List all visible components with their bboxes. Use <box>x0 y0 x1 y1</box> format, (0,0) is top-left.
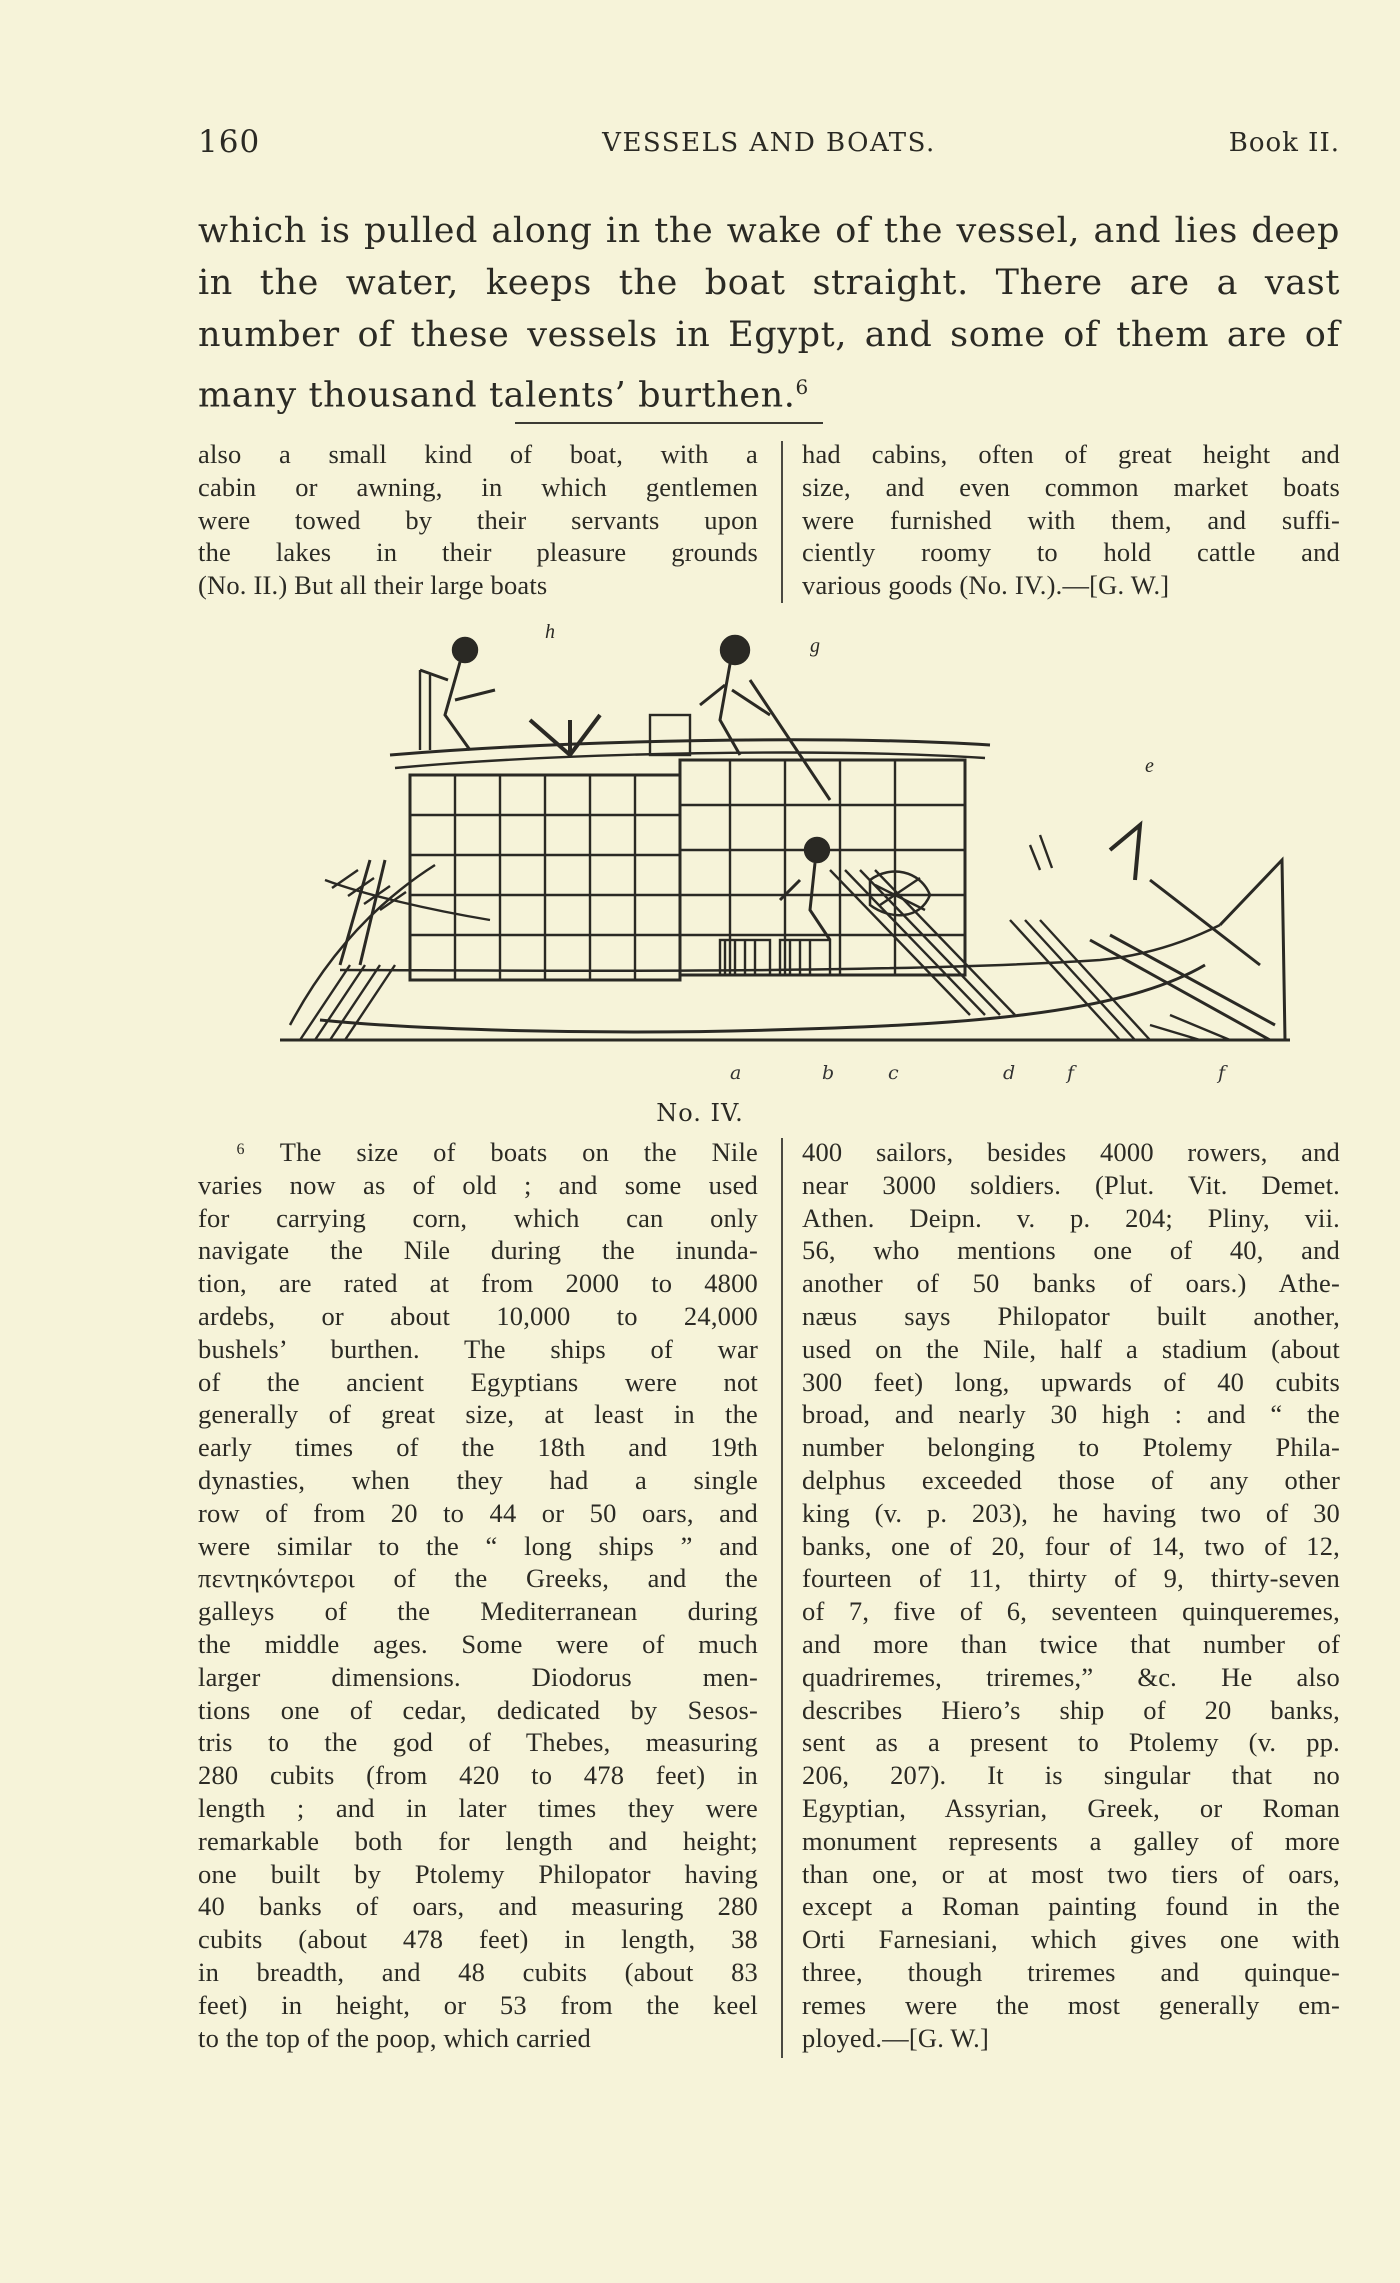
egyptian-boat-drawing <box>270 620 1300 1080</box>
footnote-right-line: monument represents a galley of more <box>802 1825 1340 1856</box>
footnote-right-column <box>802 1136 1340 2054</box>
footnote-left-line: larger dimensions. Diodorus men- <box>198 1661 758 1692</box>
figure-label-a: a <box>730 1062 742 1084</box>
footnote-left-line: ⁶ The size of boats on the Nile <box>236 1137 758 1167</box>
column-divider-top <box>781 441 783 603</box>
top-note-left-line: the lakes in their pleasure grounds <box>198 537 758 568</box>
footnote-right-line: sent as a present to Ptolemy (v. pp. <box>802 1727 1340 1758</box>
footnote-left-line: 40 banks of oars, and measuring 280 <box>198 1891 758 1922</box>
footnote-left-line: were similar to the “ long ships ” and <box>198 1530 758 1561</box>
footnote-right-line: than one, or at most two tiers of oars, <box>802 1858 1340 1889</box>
figure-label-d: d <box>1003 1062 1016 1084</box>
running-header <box>198 124 1340 164</box>
top-note-right-line: size, and even common market boats <box>802 471 1340 502</box>
footnote-left-line: for carrying corn, which can only <box>198 1202 758 1233</box>
footnote-left-line: dynasties, when they had a single <box>198 1464 758 1495</box>
footnote-right-line: Egyptian, Assyrian, Greek, or Roman <box>802 1792 1340 1823</box>
footnote-right-line: Orti Farnesiani, which gives one with <box>802 1924 1340 1955</box>
footnote-left-line: feet) in height, or 53 from the keel <box>198 1989 758 2020</box>
top-note-left-line: cabin or awning, in which gentlemen <box>198 471 758 502</box>
top-note-right-line: various goods (No. IV.).—[G. W.] <box>802 570 1170 601</box>
running-title: VESSELS AND BOATS. <box>602 128 936 158</box>
book-reference: Book II. <box>1228 128 1340 158</box>
footnote-right-line: king (v. p. 203), he having two of 30 <box>802 1497 1340 1528</box>
figure-label-g: g <box>810 635 820 657</box>
footnote-left-line: galleys of the Mediterranean during <box>198 1596 758 1627</box>
footnote-left-line: tris to the god of Thebes, measuring <box>198 1727 758 1758</box>
main-paragraph-text: which is pulled along in the wake of the vessel, and lies deep in the water, keeps the boat straight. There are a vast number of these vessels in Egypt, and some of them are of many thousand talents’ burthen. <box>198 211 1340 416</box>
footnote-left-line: to the top of the poop, which carried <box>198 2022 592 2053</box>
footnote-right-line: used on the Nile, half a stadium (about <box>802 1333 1340 1364</box>
footnote-right-line: 400 sailors, besides 4000 rowers, and <box>802 1137 1340 1167</box>
figure-label-h: h <box>545 621 555 643</box>
footnote-left-line: row of from 20 to 44 or 50 oars, and <box>198 1497 758 1528</box>
footnote-right-line: næus says Philopator built another, <box>802 1300 1340 1331</box>
footnote-left-line: πεντηκόντεροι of the Greeks, and the <box>198 1563 758 1594</box>
footnote-left-line: cubits (about 478 feet) in length, 38 <box>198 1924 758 1955</box>
footnote-left-line: length ; and in later times they were <box>198 1792 758 1823</box>
footnote-right-line: quadriremes, triremes,” &c. He also <box>802 1661 1340 1692</box>
footnote-left-line: tions one of cedar, dedicated by Sesos- <box>198 1694 758 1725</box>
footnote-separator-rule <box>515 422 823 424</box>
footnote-right-line: delphus exceeded those of any other <box>802 1464 1340 1495</box>
footnote-right-line: 300 feet) long, upwards of 40 cubits <box>802 1366 1340 1397</box>
footnote-left-line: navigate the Nile during the inunda- <box>198 1235 758 1266</box>
footnote-right-line: and more than twice that number of <box>802 1628 1340 1659</box>
footnote-left-line: the middle ages. Some were of much <box>198 1628 758 1659</box>
footnote-right-line: describes Hiero’s ship of 20 banks, <box>802 1694 1340 1725</box>
figure-label-c: c <box>888 1062 899 1084</box>
top-note-left-column <box>198 438 758 602</box>
footnote-left-line: bushels’ burthen. The ships of war <box>198 1333 758 1364</box>
top-note-right-line: were furnished with them, and suffi- <box>802 504 1340 535</box>
footnote-left-line: remarkable both for length and height; <box>198 1825 758 1856</box>
footnote-left-line: varies now as of old ; and some used <box>198 1169 758 1200</box>
top-note-left-line: were towed by their servants upon <box>198 504 758 535</box>
footnote-left-line: tion, are rated at from 2000 to 4800 <box>198 1268 758 1299</box>
footnote-left-line: early times of the 18th and 19th <box>198 1432 758 1463</box>
page-number: 160 <box>198 124 261 160</box>
footnote-right-line: ployed.—[G. W.] <box>802 2022 990 2053</box>
footnote-right-line: three, though triremes and quinque- <box>802 1956 1340 1987</box>
figure-label-f2: f <box>1218 1062 1226 1084</box>
figure-label-e: e <box>1145 755 1154 777</box>
footnote-left-line: 280 cubits (from 420 to 478 feet) in <box>198 1760 758 1791</box>
top-note-right-line: had cabins, often of great height and <box>802 439 1340 469</box>
footnote-right-line: of 7, five of 6, seventeen quinqueremes, <box>802 1596 1340 1627</box>
footnote-right-line: number belonging to Ptolemy Phila- <box>802 1432 1340 1463</box>
top-note-left-line: (No. II.) But all their large boats <box>198 570 548 601</box>
boat-illustration <box>270 620 1300 1080</box>
footnote-right-line: banks, one of 20, four of 14, two of 12, <box>802 1530 1340 1561</box>
footnote-left-line: in breadth, and 48 cubits (about 83 <box>198 1956 758 1987</box>
footnote-right-line: 206, 207). It is singular that no <box>802 1760 1340 1791</box>
footnote-right-line: except a Roman painting found in the <box>802 1891 1340 1922</box>
figure-caption: No. IV. <box>656 1099 744 1127</box>
footnote-right-line: another of 50 banks of oars.) Athe- <box>802 1268 1340 1299</box>
footnote-right-line: remes were the most generally em- <box>802 1989 1340 2020</box>
column-divider-bottom <box>781 1138 783 2058</box>
footnote-left-line: generally of great size, at least in the <box>198 1399 758 1430</box>
main-paragraph <box>198 205 1340 422</box>
top-note-right-line: ciently roomy to hold cattle and <box>802 537 1340 568</box>
footnote-right-line: 56, who mentions one of 40, and <box>802 1235 1340 1266</box>
top-note-left-line: also a small kind of boat, with a <box>198 439 758 469</box>
top-note-right-column <box>802 438 1340 602</box>
footnote-left-line: ardebs, or about 10,000 to 24,000 <box>198 1300 758 1331</box>
footnote-left-line: one built by Ptolemy Philopator having <box>198 1858 758 1889</box>
footnote-right-line: near 3000 soldiers. (Plut. Vit. Demet. <box>802 1169 1340 1200</box>
footnote-marker: 6 <box>795 375 809 399</box>
footnote-left-column <box>198 1136 758 2054</box>
footnote-left-line: of the ancient Egyptians were not <box>198 1366 758 1397</box>
footnote-right-line: broad, and nearly 30 high : and “ the <box>802 1399 1340 1430</box>
footnote-right-line: fourteen of 11, thirty of 9, thirty-seven <box>802 1563 1340 1594</box>
figure-label-f1: f <box>1067 1062 1075 1084</box>
footnote-right-line: Athen. Deipn. v. p. 204; Pliny, vii. <box>802 1202 1340 1233</box>
figure-label-b: b <box>822 1062 835 1084</box>
